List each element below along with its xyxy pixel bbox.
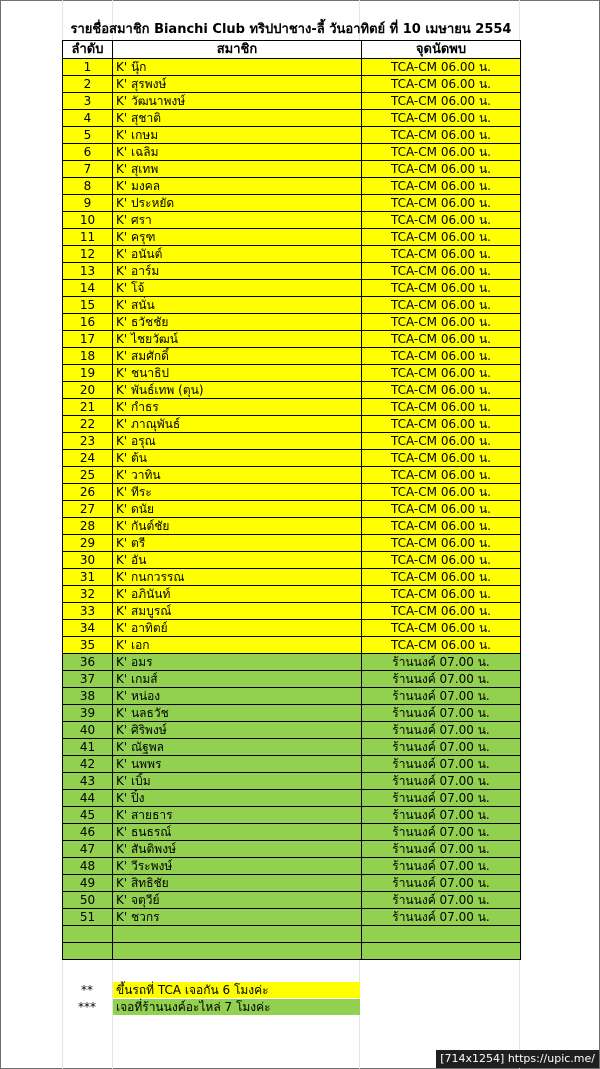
table-row xyxy=(63,892,521,909)
row-number-cell[interactable]: 5 xyxy=(63,127,113,144)
row-number-cell[interactable]: 29 xyxy=(63,535,113,552)
row-number-cell[interactable]: 7 xyxy=(63,161,113,178)
row-member-cell[interactable]: K' อัน xyxy=(113,552,362,569)
table-row xyxy=(63,858,521,875)
row-number-cell[interactable]: 15 xyxy=(63,297,113,314)
table-row xyxy=(63,807,521,824)
row-meet-cell[interactable]: TCA-CM 06.00 น. xyxy=(362,603,521,620)
table-row xyxy=(63,93,521,110)
row-meet-cell[interactable]: ร้านนงค์ 07.00 น. xyxy=(362,858,521,875)
row-number-cell[interactable]: 9 xyxy=(63,195,113,212)
note-mark-tca: ** xyxy=(81,983,93,997)
row-member-cell[interactable]: K' อภินันท์ xyxy=(113,586,362,603)
row-number-cell[interactable]: 43 xyxy=(63,773,113,790)
row-member-cell[interactable]: K' สันติพงษ์ xyxy=(113,841,362,858)
header-meet[interactable]: จุดนัดพบ xyxy=(362,41,521,59)
row-number-cell[interactable]: 6 xyxy=(63,144,113,161)
table-row xyxy=(63,76,521,93)
row-number-cell[interactable]: 17 xyxy=(63,331,113,348)
row-meet-cell[interactable]: TCA-CM 06.00 น. xyxy=(362,365,521,382)
row-meet-cell[interactable]: TCA-CM 06.00 น. xyxy=(362,76,521,93)
member-table xyxy=(62,40,521,960)
table-row xyxy=(63,195,521,212)
row-number-cell[interactable]: 16 xyxy=(63,314,113,331)
row-meet-cell[interactable]: TCA-CM 06.00 น. xyxy=(362,110,521,127)
row-meet-cell[interactable]: ร้านนงค์ 07.00 น. xyxy=(362,892,521,909)
row-member-cell[interactable]: K' ปิ๋ง xyxy=(113,790,362,807)
row-member-cell[interactable]: K' นลธวัช xyxy=(113,705,362,722)
watermark-label: [714x1254] https://upic.me/ xyxy=(436,1050,599,1068)
row-member-cell[interactable]: K' พันธ์เทพ (ตุน) xyxy=(113,382,362,399)
row-member-cell[interactable]: K' อรุณ xyxy=(113,433,362,450)
table-row xyxy=(63,688,521,705)
row-number-cell[interactable]: 47 xyxy=(63,841,113,858)
row-member-cell[interactable]: K' เบิ้ม xyxy=(113,773,362,790)
row-member-cell[interactable] xyxy=(113,926,362,943)
table-row xyxy=(63,739,521,756)
row-meet-cell[interactable]: TCA-CM 06.00 น. xyxy=(362,518,521,535)
row-number-cell[interactable]: 14 xyxy=(63,280,113,297)
row-meet-cell[interactable]: TCA-CM 06.00 น. xyxy=(362,297,521,314)
row-member-cell[interactable]: K' ทีระ xyxy=(113,484,362,501)
row-meet-cell[interactable]: TCA-CM 06.00 น. xyxy=(362,314,521,331)
row-meet-cell[interactable]: TCA-CM 06.00 น. xyxy=(362,399,521,416)
row-number-cell[interactable] xyxy=(63,926,113,943)
row-meet-cell[interactable]: TCA-CM 06.00 น. xyxy=(362,161,521,178)
row-member-cell[interactable]: K' เกษม xyxy=(113,127,362,144)
table-row xyxy=(63,331,521,348)
row-number-cell[interactable]: 30 xyxy=(63,552,113,569)
row-meet-cell[interactable]: TCA-CM 06.00 น. xyxy=(362,501,521,518)
table-row xyxy=(63,297,521,314)
row-number-cell[interactable]: 48 xyxy=(63,858,113,875)
table-row xyxy=(63,365,521,382)
row-number-cell[interactable]: 18 xyxy=(63,348,113,365)
row-member-cell[interactable]: K' อนันต์ xyxy=(113,246,362,263)
row-meet-cell[interactable] xyxy=(362,943,521,960)
row-meet-cell[interactable]: ร้านนงค์ 07.00 น. xyxy=(362,909,521,926)
row-meet-cell[interactable]: TCA-CM 06.00 น. xyxy=(362,263,521,280)
row-number-cell[interactable]: 42 xyxy=(63,756,113,773)
row-number-cell[interactable]: 24 xyxy=(63,450,113,467)
row-meet-cell[interactable]: ร้านนงค์ 07.00 น. xyxy=(362,654,521,671)
row-number-cell[interactable]: 22 xyxy=(63,416,113,433)
sheet-title: รายชื่อสมาชิก Bianchi Club ทริปปาชาง-ลี้ วันอาทิตย์ ที่ 10 เมษายน 2554 xyxy=(70,22,512,37)
table-row xyxy=(63,144,521,161)
table-row xyxy=(63,433,521,450)
header-num[interactable]: ลำดับ xyxy=(63,41,113,59)
row-number-cell[interactable]: 34 xyxy=(63,620,113,637)
table-row xyxy=(63,535,521,552)
row-member-cell[interactable]: K' ธวัชชัย xyxy=(113,314,362,331)
row-member-cell[interactable]: K' อมร xyxy=(113,654,362,671)
header-member[interactable]: สมาชิก xyxy=(113,41,362,59)
row-meet-cell[interactable]: TCA-CM 06.00 น. xyxy=(362,229,521,246)
row-meet-cell[interactable]: TCA-CM 06.00 น. xyxy=(362,637,521,654)
table-row xyxy=(63,824,521,841)
row-number-cell[interactable]: 35 xyxy=(63,637,113,654)
row-meet-cell[interactable]: ร้านนงค์ 07.00 น. xyxy=(362,705,521,722)
row-member-cell[interactable]: K' วัฒนาพงษ์ xyxy=(113,93,362,110)
row-meet-cell[interactable]: ร้านนงค์ 07.00 น. xyxy=(362,671,521,688)
row-number-cell[interactable]: 38 xyxy=(63,688,113,705)
row-number-cell[interactable]: 11 xyxy=(63,229,113,246)
row-member-cell[interactable]: K' ภาณุพันธ์ xyxy=(113,416,362,433)
row-number-cell[interactable]: 40 xyxy=(63,722,113,739)
note-text-tca: ขึ้นรถที่ TCA เจอกัน 6 โมงค่ะ xyxy=(113,982,360,998)
row-member-cell[interactable]: K' อาทิตย์ xyxy=(113,620,362,637)
row-meet-cell[interactable]: TCA-CM 06.00 น. xyxy=(362,195,521,212)
row-meet-cell[interactable]: TCA-CM 06.00 น. xyxy=(362,450,521,467)
row-meet-cell[interactable]: ร้านนงค์ 07.00 น. xyxy=(362,807,521,824)
row-meet-cell[interactable]: TCA-CM 06.00 น. xyxy=(362,484,521,501)
row-number-cell[interactable]: 45 xyxy=(63,807,113,824)
row-number-cell[interactable]: 1 xyxy=(63,59,113,76)
note-text-shop: เจอที่ร้านนงค์อะไหล่ 7 โมงค่ะ xyxy=(113,999,360,1015)
table-row xyxy=(63,518,521,535)
row-member-cell[interactable]: K' ชนาธิป xyxy=(113,365,362,382)
row-number-cell[interactable]: 19 xyxy=(63,365,113,382)
row-meet-cell[interactable]: ร้านนงค์ 07.00 น. xyxy=(362,739,521,756)
row-number-cell[interactable]: 21 xyxy=(63,399,113,416)
table-row xyxy=(63,603,521,620)
row-member-cell[interactable]: K' สุชาติ xyxy=(113,110,362,127)
row-meet-cell[interactable]: ร้านนงค์ 07.00 น. xyxy=(362,790,521,807)
row-meet-cell[interactable]: TCA-CM 06.00 น. xyxy=(362,127,521,144)
row-member-cell[interactable]: K' วีระพงษ์ xyxy=(113,858,362,875)
row-meet-cell[interactable]: TCA-CM 06.00 น. xyxy=(362,178,521,195)
row-meet-cell[interactable]: ร้านนงค์ 07.00 น. xyxy=(362,875,521,892)
table-row xyxy=(63,382,521,399)
table-row xyxy=(63,620,521,637)
table-row xyxy=(63,246,521,263)
table-row xyxy=(63,569,521,586)
table-row xyxy=(63,348,521,365)
table-row xyxy=(63,790,521,807)
row-member-cell[interactable]: K' สมศักดิ์ xyxy=(113,348,362,365)
row-meet-cell[interactable]: ร้านนงค์ 07.00 น. xyxy=(362,841,521,858)
row-meet-cell[interactable]: ร้านนงค์ 07.00 น. xyxy=(362,824,521,841)
row-member-cell[interactable]: K' สิทธิชัย xyxy=(113,875,362,892)
table-header-row xyxy=(63,41,521,59)
row-member-cell[interactable]: K' อาร์ม xyxy=(113,263,362,280)
row-number-cell[interactable]: 10 xyxy=(63,212,113,229)
table-row xyxy=(63,450,521,467)
row-member-cell[interactable]: K' กำธร xyxy=(113,399,362,416)
table-row xyxy=(63,501,521,518)
table-row xyxy=(63,756,521,773)
row-number-cell[interactable]: 44 xyxy=(63,790,113,807)
row-meet-cell[interactable]: ร้านนงค์ 07.00 น. xyxy=(362,773,521,790)
row-meet-cell[interactable]: TCA-CM 06.00 น. xyxy=(362,467,521,484)
row-member-cell[interactable]: K' ประหยัด xyxy=(113,195,362,212)
row-member-cell[interactable]: K' ตรี xyxy=(113,535,362,552)
row-member-cell[interactable]: K' เอก xyxy=(113,637,362,654)
table-row xyxy=(63,263,521,280)
table-row xyxy=(63,110,521,127)
row-member-cell[interactable]: K' สนั่น xyxy=(113,297,362,314)
table-row xyxy=(63,875,521,892)
row-number-cell[interactable]: 28 xyxy=(63,518,113,535)
row-number-cell[interactable]: 26 xyxy=(63,484,113,501)
row-number-cell[interactable]: 23 xyxy=(63,433,113,450)
row-meet-cell[interactable]: TCA-CM 06.00 น. xyxy=(362,586,521,603)
row-member-cell[interactable]: K' นุ๊ก xyxy=(113,59,362,76)
table-row xyxy=(63,178,521,195)
row-number-cell[interactable]: 32 xyxy=(63,586,113,603)
row-member-cell[interactable]: K' ไชยวัฒน์ xyxy=(113,331,362,348)
table-row xyxy=(63,722,521,739)
row-member-cell[interactable]: K' สุเทพ xyxy=(113,161,362,178)
row-meet-cell[interactable]: TCA-CM 06.00 น. xyxy=(362,382,521,399)
row-member-cell[interactable]: K' กันต์ชัย xyxy=(113,518,362,535)
row-number-cell[interactable]: 41 xyxy=(63,739,113,756)
row-member-cell[interactable]: K' ครุฑ xyxy=(113,229,362,246)
row-number-cell[interactable]: 37 xyxy=(63,671,113,688)
row-meet-cell[interactable]: TCA-CM 06.00 น. xyxy=(362,59,521,76)
row-number-cell[interactable]: 51 xyxy=(63,909,113,926)
row-meet-cell[interactable]: ร้านนงค์ 07.00 น. xyxy=(362,756,521,773)
row-member-cell[interactable]: K' เฉลิม xyxy=(113,144,362,161)
table-row xyxy=(63,586,521,603)
table-row xyxy=(63,59,521,76)
table-row xyxy=(63,484,521,501)
row-member-cell[interactable]: K' กนกวรรณ xyxy=(113,569,362,586)
row-number-cell[interactable]: 33 xyxy=(63,603,113,620)
row-number-cell[interactable]: 12 xyxy=(63,246,113,263)
table-row xyxy=(63,552,521,569)
row-number-cell[interactable]: 2 xyxy=(63,76,113,93)
row-number-cell[interactable]: 36 xyxy=(63,654,113,671)
row-member-cell[interactable]: K' ต้น xyxy=(113,450,362,467)
row-meet-cell[interactable]: TCA-CM 06.00 น. xyxy=(362,144,521,161)
table-row xyxy=(63,229,521,246)
table-row xyxy=(63,127,521,144)
row-meet-cell[interactable]: TCA-CM 06.00 น. xyxy=(362,331,521,348)
row-meet-cell[interactable]: TCA-CM 06.00 น. xyxy=(362,246,521,263)
row-member-cell[interactable]: K' เกมส์ xyxy=(113,671,362,688)
row-number-cell[interactable]: 39 xyxy=(63,705,113,722)
row-meet-cell[interactable]: TCA-CM 06.00 น. xyxy=(362,416,521,433)
row-number-cell[interactable]: 8 xyxy=(63,178,113,195)
row-member-cell[interactable]: K' สมบูรณ์ xyxy=(113,603,362,620)
row-number-cell[interactable]: 20 xyxy=(63,382,113,399)
row-meet-cell[interactable]: TCA-CM 06.00 น. xyxy=(362,212,521,229)
row-number-cell[interactable]: 4 xyxy=(63,110,113,127)
table-row xyxy=(63,909,521,926)
row-member-cell[interactable] xyxy=(113,943,362,960)
row-member-cell[interactable]: K' ณัฐพล xyxy=(113,739,362,756)
row-number-cell[interactable]: 46 xyxy=(63,824,113,841)
row-meet-cell[interactable]: TCA-CM 06.00 น. xyxy=(362,93,521,110)
row-meet-cell[interactable]: TCA-CM 06.00 น. xyxy=(362,280,521,297)
table-row xyxy=(63,705,521,722)
note-mark-shop: *** xyxy=(78,1000,96,1014)
table-row xyxy=(63,943,521,960)
row-member-cell[interactable]: K' มงคล xyxy=(113,178,362,195)
row-member-cell[interactable]: K' จตุวีย์ xyxy=(113,892,362,909)
row-meet-cell[interactable]: TCA-CM 06.00 น. xyxy=(362,348,521,365)
row-meet-cell[interactable]: ร้านนงค์ 07.00 น. xyxy=(362,722,521,739)
row-number-cell[interactable] xyxy=(63,943,113,960)
row-meet-cell[interactable]: TCA-CM 06.00 น. xyxy=(362,433,521,450)
row-meet-cell[interactable]: TCA-CM 06.00 น. xyxy=(362,552,521,569)
table-row xyxy=(63,212,521,229)
row-member-cell[interactable]: K' วาทิน xyxy=(113,467,362,484)
row-member-cell[interactable]: K' ศรา xyxy=(113,212,362,229)
table-row xyxy=(63,161,521,178)
row-meet-cell[interactable]: TCA-CM 06.00 น. xyxy=(362,535,521,552)
row-number-cell[interactable]: 50 xyxy=(63,892,113,909)
table-row xyxy=(63,467,521,484)
row-member-cell[interactable]: K' สายธาร xyxy=(113,807,362,824)
row-member-cell[interactable]: K' ดนัย xyxy=(113,501,362,518)
row-member-cell[interactable]: K' ธนธรณ์ xyxy=(113,824,362,841)
table-row xyxy=(63,314,521,331)
table-row xyxy=(63,637,521,654)
row-number-cell[interactable]: 13 xyxy=(63,263,113,280)
row-meet-cell[interactable] xyxy=(362,926,521,943)
row-number-cell[interactable]: 25 xyxy=(63,467,113,484)
row-number-cell[interactable]: 27 xyxy=(63,501,113,518)
row-meet-cell[interactable]: ร้านนงค์ 07.00 น. xyxy=(362,688,521,705)
member-rows xyxy=(63,59,521,960)
row-member-cell[interactable]: K' นพพร xyxy=(113,756,362,773)
row-member-cell[interactable]: K' ศิริพงษ์ xyxy=(113,722,362,739)
table-row xyxy=(63,841,521,858)
table-row xyxy=(63,399,521,416)
row-member-cell[interactable]: K' ชวกร xyxy=(113,909,362,926)
row-meet-cell[interactable]: TCA-CM 06.00 น. xyxy=(362,569,521,586)
row-member-cell[interactable]: K' หน่อง xyxy=(113,688,362,705)
table-row xyxy=(63,416,521,433)
row-number-cell[interactable]: 49 xyxy=(63,875,113,892)
row-number-cell[interactable]: 3 xyxy=(63,93,113,110)
table-row xyxy=(63,280,521,297)
row-member-cell[interactable]: K' โจ้ xyxy=(113,280,362,297)
table-row xyxy=(63,671,521,688)
row-number-cell[interactable]: 31 xyxy=(63,569,113,586)
table-row xyxy=(63,773,521,790)
row-meet-cell[interactable]: TCA-CM 06.00 น. xyxy=(362,620,521,637)
table-row xyxy=(63,926,521,943)
row-member-cell[interactable]: K' สุรพงษ์ xyxy=(113,76,362,93)
table-row xyxy=(63,654,521,671)
